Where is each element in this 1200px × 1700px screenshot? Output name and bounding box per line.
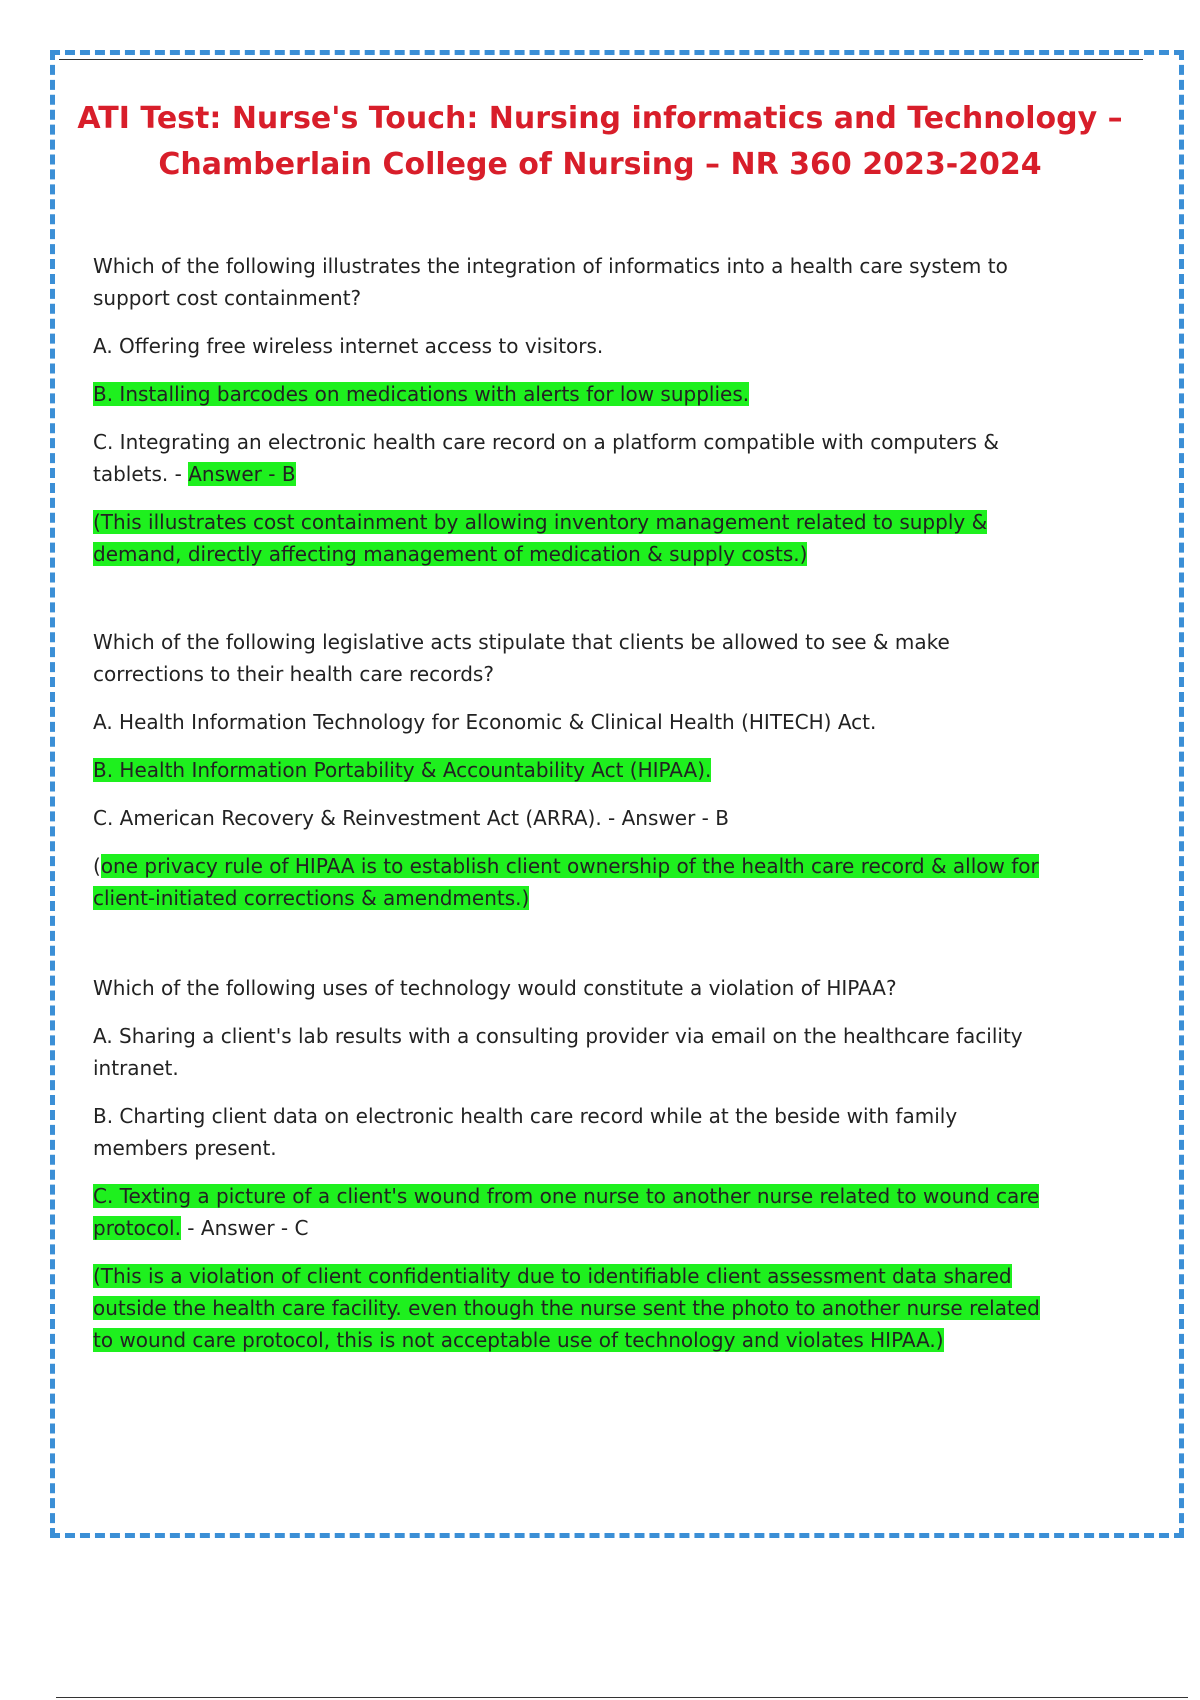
option-c	[93, 1180, 1043, 1244]
rationale: (This is a violation of client confidentiality due to identifiable client assessment data shared outside the health care facility. even though the nurse sent the photo to another nurse related to wound care protocol, this is not acceptable use of technology and violates HIPAA.)	[93, 1264, 1040, 1352]
option-b-highlighted: B. Installing barcodes on medications with alerts for low supplies.	[93, 382, 750, 406]
option-a: A. Offering free wireless internet access to visitors.	[93, 334, 604, 358]
bottom-rule	[56, 1697, 1188, 1698]
title-line-1: ATI Test: Nurse's Touch: Nursing informatics and Technology –	[77, 101, 1123, 136]
rationale: (This illustrates cost containment by allowing inventory management related to supply & demand, directly affecting management of medication & supply costs.)	[93, 510, 988, 566]
option-c-text: C. Integrating an electronic health care record on a platform compatible with computers & tablets. -	[93, 430, 1000, 486]
option-b: B. Charting client data on electronic health care record while at the beside with family members present.	[93, 1104, 958, 1160]
title-line-2: Chamberlain College of Nursing – NR 360 2023-2024	[158, 147, 1042, 182]
rationale: one privacy rule of HIPAA is to establish client ownership of the health care record & allow for client-initiated corrections & amendments.)	[93, 854, 1039, 910]
option-c-highlighted: C. Texting a picture of a client's wound from one nurse to another nurse related to wound care protocol.	[93, 1184, 1040, 1240]
option-c: C. American Recovery & Reinvestment Act (ARRA). - Answer - B	[93, 806, 729, 830]
option-a: A. Health Information Technology for Economic & Clinical Health (HITECH) Act.	[93, 710, 877, 734]
option-b-highlighted: B. Health Information Portability & Accountability Act (HIPAA).	[93, 758, 712, 782]
question-stem: Which of the following legislative acts stipulate that clients be allowed to see & make corrections to their health care records?	[93, 630, 950, 686]
answer-label: Answer - B	[188, 462, 296, 486]
option-c	[93, 426, 1043, 490]
question-stem: Which of the following uses of technology would constitute a violation of HIPAA?	[93, 976, 897, 1000]
question-1	[93, 250, 1043, 570]
question-list	[93, 250, 1043, 1372]
option-a: A. Sharing a client's lab results with a consulting provider via email on the healthcare facility intranet.	[93, 1024, 1023, 1080]
document-title	[60, 96, 1140, 188]
answer-label: - Answer - C	[180, 1216, 309, 1240]
question-3	[93, 972, 1043, 1356]
rationale-block	[93, 850, 1043, 914]
question-2	[93, 626, 1043, 914]
rationale-open-paren: (	[93, 854, 101, 878]
question-stem: Which of the following illustrates the integration of informatics into a health care system to support cost containment?	[93, 254, 1008, 310]
top-rule	[59, 59, 1143, 60]
